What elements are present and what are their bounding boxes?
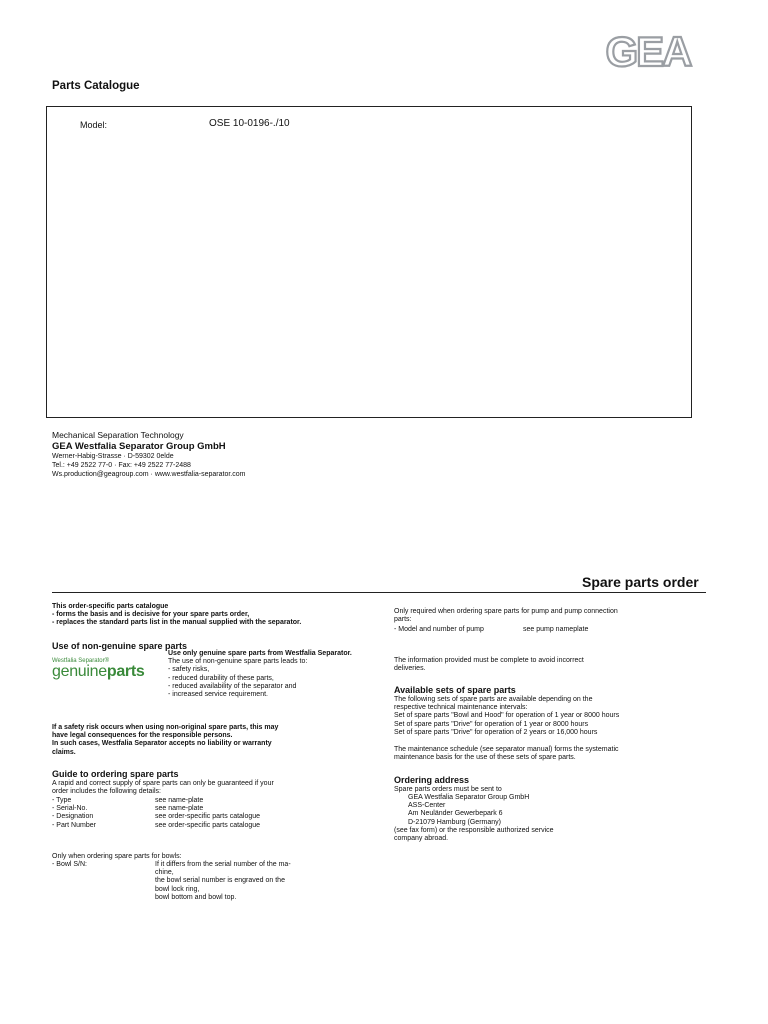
sets-heading: Available sets of spare parts — [394, 685, 516, 695]
address-lines — [408, 794, 529, 827]
complete-line: The information provided must be complete to avoid incorrect — [394, 657, 584, 664]
bowl-line: bowl lock ring, — [155, 885, 200, 893]
bowl-text — [155, 861, 291, 902]
guide-intro — [52, 780, 274, 796]
nongenuine-lead: Use only genuine spare parts from Westfalia Separator. — [168, 650, 352, 657]
bowl-line: bowl bottom and bowl top. — [155, 893, 237, 901]
guide-row-value: see order-specific parts catalogue — [155, 822, 261, 829]
address-line: D-21079 Hamburg (Germany) — [408, 818, 501, 826]
company-name: GEA Westfalia Separator Group GmbH — [52, 441, 226, 452]
sets-line: Set of spare parts "Drive" for operation of 1 year or 8000 hours — [394, 720, 589, 728]
sets-text — [394, 696, 619, 737]
address-outro-line: company abroad. — [394, 835, 449, 843]
address-line: ASS-Center — [408, 802, 446, 810]
intro-line: - replaces the standard parts list in the manual supplied with the separator. — [52, 619, 302, 627]
intro-line: - forms the basis and is decisive for your spare parts order, — [52, 611, 250, 619]
pump-text — [394, 608, 618, 624]
bowl-line: the bowl serial number is engraved on the — [155, 877, 285, 885]
wordmark-parts: parts — [106, 663, 145, 680]
guide-row-value: see order-specific parts catalogue — [155, 813, 261, 820]
company-block — [52, 430, 245, 479]
genuine-parts-logo-wordmark — [52, 663, 162, 681]
warning-line: claims. — [52, 748, 76, 756]
schedule-line: The maintenance schedule (see separator manual) forms the systematic — [394, 746, 619, 753]
warning-line: In such cases, Westfalia Separator accepts no liability or warranty — [52, 740, 272, 748]
guide-row-label: - Type — [52, 797, 72, 804]
company-phone: Tel.: +49 2522 77-0 · Fax: +49 2522 77-2488 — [52, 462, 191, 469]
company-web: Ws.production@geagroup.com · www.westfalia-separator.com — [52, 471, 246, 478]
pump-value: see pump nameplate — [523, 626, 589, 633]
address-outro-line: (see fax form) or the responsible authorized service — [394, 827, 554, 834]
model-box — [46, 106, 692, 418]
complete-line: deliveries. — [394, 665, 426, 673]
model-value: OSE 10-0196-./10 — [209, 118, 290, 129]
sets-line: The following sets of spare parts are available depending on the — [394, 696, 593, 703]
warning-block — [52, 724, 278, 757]
guide-row-label: - Designation — [52, 813, 94, 820]
gea-logo-text: GEA — [605, 30, 691, 72]
section-divider — [52, 592, 706, 593]
section-title: Spare parts order — [582, 574, 699, 590]
intro-line: This order-specific parts catalogue — [52, 603, 169, 610]
pump-line: Only required when ordering spare parts for pump and pump connection — [394, 608, 618, 615]
nongenuine-line: - reduced availability of the separator and — [168, 682, 297, 690]
nongenuine-line: - safety risks, — [168, 666, 210, 674]
pump-label: - Model and number of pump — [394, 626, 484, 633]
guide-row-value: see name-plate — [155, 805, 204, 812]
warning-line: have legal consequences for the responsible persons. — [52, 732, 233, 740]
guide-intro-line: A rapid and correct supply of spare parts can only be guaranteed if your — [52, 780, 274, 787]
sets-line: Set of spare parts "Drive" for operation of 2 years or 16,000 hours — [394, 728, 598, 736]
page-title: Parts Catalogue — [52, 80, 140, 92]
bowl-line: chine, — [155, 869, 174, 877]
bowl-label: - Bowl S/N: — [52, 861, 88, 868]
nongenuine-line: - increased service requirement. — [168, 691, 268, 699]
nongenuine-text — [168, 650, 352, 699]
nongenuine-line: The use of non-genuine spare parts leads to: — [168, 658, 308, 666]
complete-note — [394, 657, 584, 673]
pump-line: parts: — [394, 616, 412, 624]
company-division: Mechanical Separation Technology — [52, 430, 184, 440]
model-label: Model: — [80, 120, 108, 130]
sets-line: Set of spare parts "Bowl and Hood" for operation of 1 year or 8000 hours — [394, 712, 620, 720]
warning-line: If a safety risk occurs when using non-original spare parts, this may — [52, 724, 279, 731]
address-line: Am Neuländer Gewerbepark 6 — [408, 810, 503, 818]
gea-logo — [592, 30, 704, 72]
bowls-note: Only when ordering spare parts for bowls: — [52, 853, 182, 860]
nongenuine-heading: Use of non-genuine spare parts — [52, 641, 188, 651]
sets-line: respective technical maintenance intervals: — [394, 704, 528, 712]
genuine-parts-logo-brand: Westfalia Separator® — [52, 658, 110, 664]
guide-row-label: - Part Number — [52, 822, 96, 829]
genuine-parts-logo — [52, 658, 162, 688]
guide-intro-line: order includes the following details: — [52, 788, 161, 796]
company-address: Werner-Habig-Strasse · D-59302 0elde — [52, 453, 174, 460]
guide-heading: Guide to ordering spare parts — [52, 769, 179, 779]
guide-row-label: - Serial-No. — [52, 805, 88, 812]
bowl-line: If it differs from the serial number of the ma- — [155, 861, 291, 868]
schedule-line: maintenance basis for the use of these sets of spare parts. — [394, 754, 576, 762]
address-intro: Spare parts orders must be sent to — [394, 786, 502, 793]
schedule-text — [394, 746, 619, 762]
address-outro — [394, 827, 554, 843]
intro-block — [52, 603, 301, 628]
guide-row-value: see name-plate — [155, 797, 204, 804]
nongenuine-line: - reduced durability of these parts, — [168, 674, 274, 682]
address-heading: Ordering address — [394, 775, 470, 785]
address-line: GEA Westfalia Separator Group GmbH — [408, 794, 530, 801]
wordmark-genuine: genuine — [52, 663, 107, 680]
